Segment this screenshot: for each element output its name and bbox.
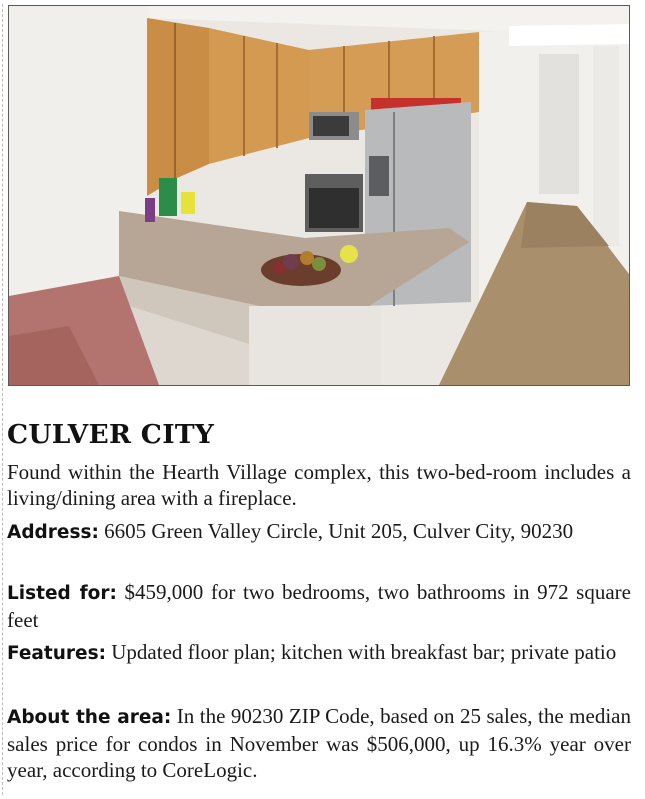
area-value: In the 90230 ZIP Code, based on 25 sales, the median sales price for condos in November was $506,000, up 16.3% year over year, according to CoreLogic.	[7, 704, 631, 782]
headline: CULVER CITY	[7, 419, 215, 450]
address-value: 6605 Green Valley Circle, Unit 205, Culver City, 90230	[98, 519, 574, 543]
area-paragraph	[7, 703, 631, 783]
address-label: Address:	[7, 522, 99, 543]
address-paragraph	[7, 518, 631, 546]
kitchen-photo	[8, 5, 630, 386]
listed-value: $459,000 for two bedrooms, two bathrooms in 972 square feet	[7, 580, 631, 632]
listed-label: Listed for:	[7, 583, 117, 604]
features-value: Updated floor plan; kitchen with breakfast bar; private patio	[106, 640, 617, 664]
features-paragraph	[7, 639, 631, 667]
listed-paragraph	[7, 579, 631, 633]
intro-paragraph: Found within the Hearth Village complex, this two-bed-room includes a living/dining area with a fireplace.	[7, 460, 631, 510]
torn-edge	[2, 4, 3, 795]
area-label: About the area:	[7, 707, 172, 728]
features-label: Features:	[7, 643, 107, 664]
